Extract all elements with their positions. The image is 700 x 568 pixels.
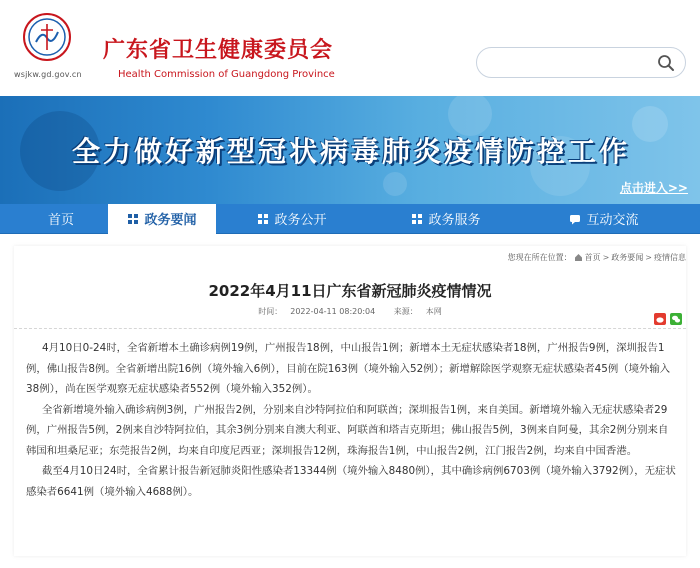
nav-interaction[interactable] <box>524 204 684 234</box>
wechat-share-icon[interactable] <box>670 313 682 325</box>
banner-headline: 全力做好新型冠状病毒肺炎疫情防控工作 <box>72 135 631 168</box>
article-title: 2022年4月11日广东省新冠肺炎疫情情况 <box>208 282 492 300</box>
meta-divider <box>14 328 686 329</box>
article-paragraph: 截至4月10日24时，全省累计报告新冠肺炎阳性感染者13344例（境外输入8480例），其中确诊病例6703例（境外输入3792例），无症状感染者6641例（境外输入4688例）。 <box>26 465 676 498</box>
article-body <box>26 338 678 502</box>
grid-icon <box>127 213 139 225</box>
weibo-share-icon[interactable] <box>654 313 666 325</box>
article-meta <box>14 306 686 317</box>
nav-news-label: 政务要闻 <box>144 213 197 228</box>
site-title-en: Health Commission of Guangdong Province <box>118 69 335 80</box>
article-paragraph: 全省新增境外输入确诊病例3例，广州报告2例，分别来自沙特阿拉伯和阿联酋；深圳报告1例，来自美国。新增境外输入无症状感染者29例，广州报告5例，2例来自沙特阿拉伯，其余3例分别来自澳大利亚、阿联酋和塔吉克斯坦；佛山报告5例，3例来自阿曼，其余2例分别来自韩国和坦桑尼亚；东莞报告2例，均来自印度尼西亚；深圳报告12例，珠海报告1例，中山报告2例，江门报告2例，均来自中国香港。 <box>26 403 669 457</box>
nav-services-label: 政务服务 <box>428 213 481 228</box>
grid-icon <box>257 213 269 225</box>
breadcrumb-epidemic[interactable]: 疫情信息 <box>654 253 686 262</box>
site-title[interactable]: 广东省卫生健康委员会 <box>103 38 334 63</box>
breadcrumb-prefix: 您现在所在位置： <box>507 253 572 262</box>
search-icon[interactable] <box>657 54 675 72</box>
publish-time: 2022-04-11 08:20:04 <box>290 307 376 316</box>
site-header <box>0 0 700 96</box>
breadcrumb-separator: > <box>602 253 610 262</box>
chat-icon <box>569 213 581 225</box>
hero-banner[interactable] <box>0 96 700 204</box>
nav-open-gov-label: 政务公开 <box>274 213 327 228</box>
source-label: 来源： <box>393 307 418 316</box>
nav-home-label: 首页 <box>47 213 74 228</box>
article-source: 本网 <box>425 307 442 316</box>
grid-icon <box>411 213 423 225</box>
search-input[interactable] <box>476 47 686 78</box>
banner-enter-link[interactable]: 点击进入>> <box>619 181 688 195</box>
nav-news[interactable] <box>108 204 216 234</box>
nav-interaction-label: 互动交流 <box>586 213 639 228</box>
nav-services[interactable] <box>368 204 524 234</box>
main-nav <box>0 204 700 234</box>
share-bar <box>654 313 682 325</box>
article-paragraph: 4月10日0-24时，全省新增本土确诊病例19例，广州报告18例，中山报告1例；新增本土无症状感染者18例，广州报告9例，深圳报告1例，佛山报告8例。全省新增出院16例（境外输入6例），目前在院163例（境外输入52例）；新增解除医学观察无症状感染者45例（境外输入38例），尚在医学观察无症状感染者552例（境外输入352例）。 <box>26 342 671 395</box>
breadcrumb <box>508 252 686 263</box>
gd-health-emblem-icon[interactable] <box>22 12 72 62</box>
article-panel <box>14 246 686 556</box>
breadcrumb-home[interactable]: 首页 <box>584 253 601 262</box>
time-label: 时间： <box>258 307 283 316</box>
site-url: wsjkw.gd.gov.cn <box>14 70 82 79</box>
home-icon <box>574 253 583 262</box>
nav-open-gov[interactable] <box>216 204 368 234</box>
breadcrumb-separator: > <box>645 253 652 262</box>
nav-home[interactable] <box>14 204 108 234</box>
breadcrumb-news[interactable]: 政务要闻 <box>611 253 644 262</box>
